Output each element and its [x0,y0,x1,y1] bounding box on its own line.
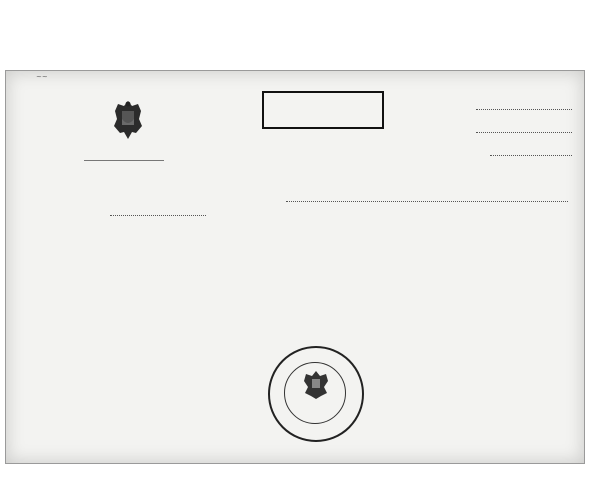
coat-of-arms-icon [112,99,144,141]
letterhead-divider [84,160,164,161]
document-scan [5,70,585,464]
stamp-eagle-icon [303,370,329,400]
referencia-line [490,155,572,156]
origen-line [476,132,572,133]
corner-mark: ~~ [36,73,48,81]
police-stamp [268,346,364,442]
province-underline [110,215,206,216]
numero-line [476,109,572,110]
secret-stamp [262,91,384,129]
asunto-underline [286,201,568,202]
